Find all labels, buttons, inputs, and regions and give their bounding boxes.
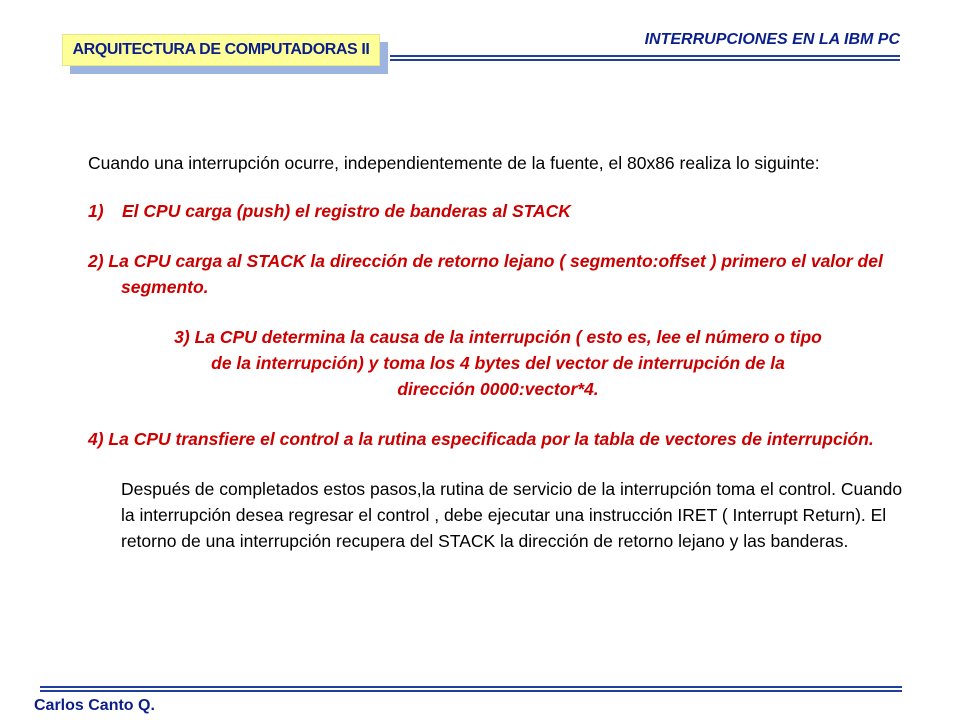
step-3 [88, 324, 908, 402]
closing-paragraph: Después de completados estos pasos,la rutina de servicio de la interrupción toma el control. Cuando la interrupción desea regresar el control , debe ejecutar una instrucción IRET ( Interrupt Return). El retorno de una interrupción recupera del STACK la dirección de retorno lejano y las banderas. [121, 479, 903, 551]
step-3-line: 3) La CPU determina la causa de la interrupción ( esto es, lee el número o tipo [174, 327, 822, 347]
header-rule [390, 59, 900, 61]
author-name: Carlos Canto Q. [34, 697, 155, 714]
course-label: ARQUITECTURA DE COMPUTADORAS II [62, 34, 380, 66]
header-rule [390, 55, 900, 57]
footer-rule [40, 690, 902, 692]
step-1-number: 1) [88, 201, 104, 221]
step-1-text: El CPU carga (push) el registro de banderas al STACK [122, 201, 571, 221]
step-3-line: de la interrupción) y toma los 4 bytes del vector de interrupción de la [211, 353, 785, 373]
footer-rule [40, 686, 902, 688]
slide-body [88, 150, 908, 554]
step-1 [88, 198, 908, 224]
slide-title: INTERRUPCIONES EN LA IBM PC [644, 31, 900, 48]
step-2: 2) La CPU carga al STACK la dirección de retorno lejano ( segmento:offset ) primero el valor del segmento. [88, 251, 883, 297]
intro-paragraph: Cuando una interrupción ocurre, independientemente de la fuente, el 80x86 realiza lo siguinte: [88, 153, 820, 173]
step-3-line: dirección 0000:vector*4. [397, 379, 599, 399]
step-4: 4) La CPU transfiere el control a la rutina especificada por la tabla de vectores de interrupción. [88, 429, 874, 449]
